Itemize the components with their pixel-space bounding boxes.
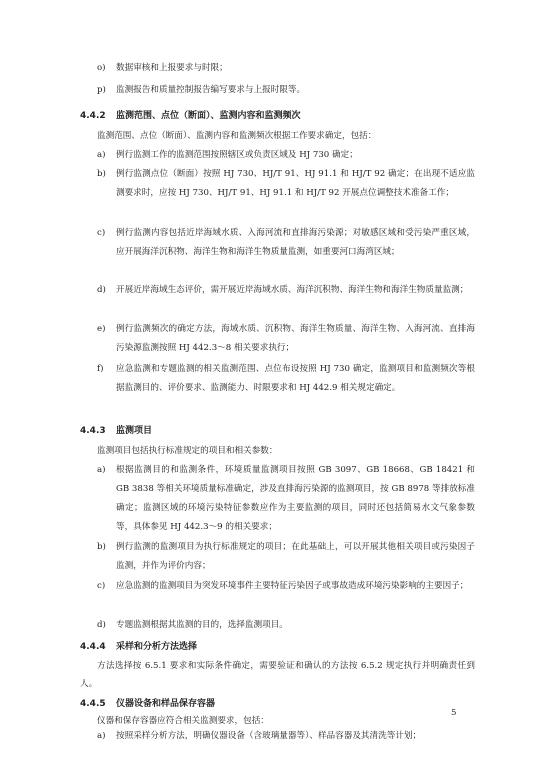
- list-text: 数据审核和上报要求与时限；: [116, 63, 228, 73]
- section-number: 4.4.3: [80, 426, 106, 436]
- section-title: 仪器设备和样品保存容器: [116, 699, 216, 709]
- list-text: 例行监测的监测项目为执行标准规定的项目；在此基础上，可以开展其他相关项目或污染因子监测，并作为评价内容；: [116, 542, 475, 571]
- list-marker: o): [97, 63, 106, 73]
- list-item: [97, 577, 475, 596]
- paragraph: 监测项目包括执行标准规定的项目和相关参数：: [97, 446, 278, 456]
- list-item: [97, 320, 475, 358]
- list-item: [97, 81, 475, 100]
- list-item: [97, 616, 475, 635]
- section-heading: [80, 697, 215, 711]
- list-item: [97, 538, 475, 576]
- list-text: 例行监测频次的确定方法，海域水质、沉积物、海洋生物质量、海洋生物、入海河流、直排海污染源监测按照 HJ 442.3～8 相关要求执行；: [116, 324, 475, 353]
- list-item: [97, 360, 475, 398]
- section-title: 监测范围、点位（断面）、监测内容和监测频次: [116, 111, 301, 121]
- list-item: [97, 165, 475, 203]
- list-text: 开展近岸海域生态评价，需开展近岸海域水质、海洋沉积物、海洋生物和海洋生物质量监测；: [116, 285, 469, 295]
- page-number: 5: [451, 708, 457, 718]
- list-text: 监测报告和质量控制报告编写要求与上报时限等。: [116, 85, 306, 95]
- list-item: [97, 728, 475, 744]
- section-heading: [80, 109, 301, 123]
- list-item: [97, 461, 475, 537]
- paragraph: 仪器和保存容器应符合相关监测要求，包括：: [97, 716, 269, 726]
- list-text: 应急监测的监测项目为突发环境事件主要特征污染因子或事故造成环境污染影响的主要因子；: [116, 581, 469, 591]
- list-marker: e): [97, 324, 106, 334]
- list-text: 例行监测内容包括近岸海域水质、入海河流和直排海污染源；对敏感区域和受污染严重区域，应开展海洋沉积物、海洋生物和海洋生物质量监测，如重要河口海湾区域；: [116, 228, 475, 257]
- section-title: 监测项目: [116, 426, 153, 436]
- list-marker: b): [97, 169, 106, 179]
- list-marker: a): [97, 150, 106, 160]
- section-number: 4.4.4: [80, 642, 106, 652]
- list-item: [97, 281, 475, 300]
- list-marker: b): [97, 542, 106, 552]
- paragraph: 方法选择按 6.5.1 要求和实际条件确定，需要验证和确认的方法按 6.5.2 规定执行并明确责任到人。: [80, 661, 475, 689]
- section-title: 采样和分析方法选择: [116, 642, 198, 652]
- section-heading: [80, 640, 197, 654]
- list-marker: a): [97, 731, 106, 741]
- list-marker: f): [97, 364, 104, 374]
- list-marker: c): [97, 228, 106, 238]
- section-number: 4.4.2: [80, 111, 106, 121]
- list-text: 根据监测目的和监测条件，环境质量监测项目按照 GB 3097、GB 18668、GB 18421 和 GB 3838 等相关环境质量标准确定，涉及直排海污染源的监测项目，按 GB 8978 等排放标准确定；监测区域的环境污染特征参数应作为主要监测的项目，同时还包括简易水文气象参数等，具体参见 HJ 442.3～9 的相关要求；: [116, 465, 475, 532]
- list-item: [97, 224, 475, 262]
- list-marker: c): [97, 581, 106, 591]
- list-text: 专题监测根据其监测的目的，选择监测项目。: [116, 620, 288, 630]
- list-marker: d): [97, 620, 106, 630]
- list-text: 应急监测和专题监测的相关监测范围、点位布设按照 HJ 730 确定，监测项目和监测频次等根据监测目的、评价要求、监测能力、时限要求和 HJ 442.9 相关规定确定。: [116, 364, 475, 393]
- list-item: [97, 146, 475, 165]
- paragraph: 监测范围、点位（断面）、监测内容和监测频次根据工作要求确定，包括：: [97, 131, 377, 141]
- list-marker: d): [97, 285, 106, 295]
- list-marker: p): [97, 85, 106, 95]
- section-number: 4.4.5: [80, 699, 106, 709]
- list-text: 例行监测点位（断面）按照 HJ 730、HJ/T 91、HJ 91.1 和 HJ/T 92 确定；在出现不适应监测要求时，应按 HJ 730、HJ/T 91、HJ 91.1 和 HJ/T 92 开展点位调整技术准备工作；: [116, 169, 475, 198]
- section-heading: [80, 424, 152, 438]
- list-item: [97, 59, 475, 78]
- list-text: 例行监测工作的监测范围按照辖区或负责区域及 HJ 730 确定；: [116, 150, 358, 160]
- list-marker: a): [97, 465, 106, 475]
- list-text: 按照采样分析方法，明确仪器设备（含玻璃量器等）、样品容器及其清洗等计划；: [116, 731, 422, 741]
